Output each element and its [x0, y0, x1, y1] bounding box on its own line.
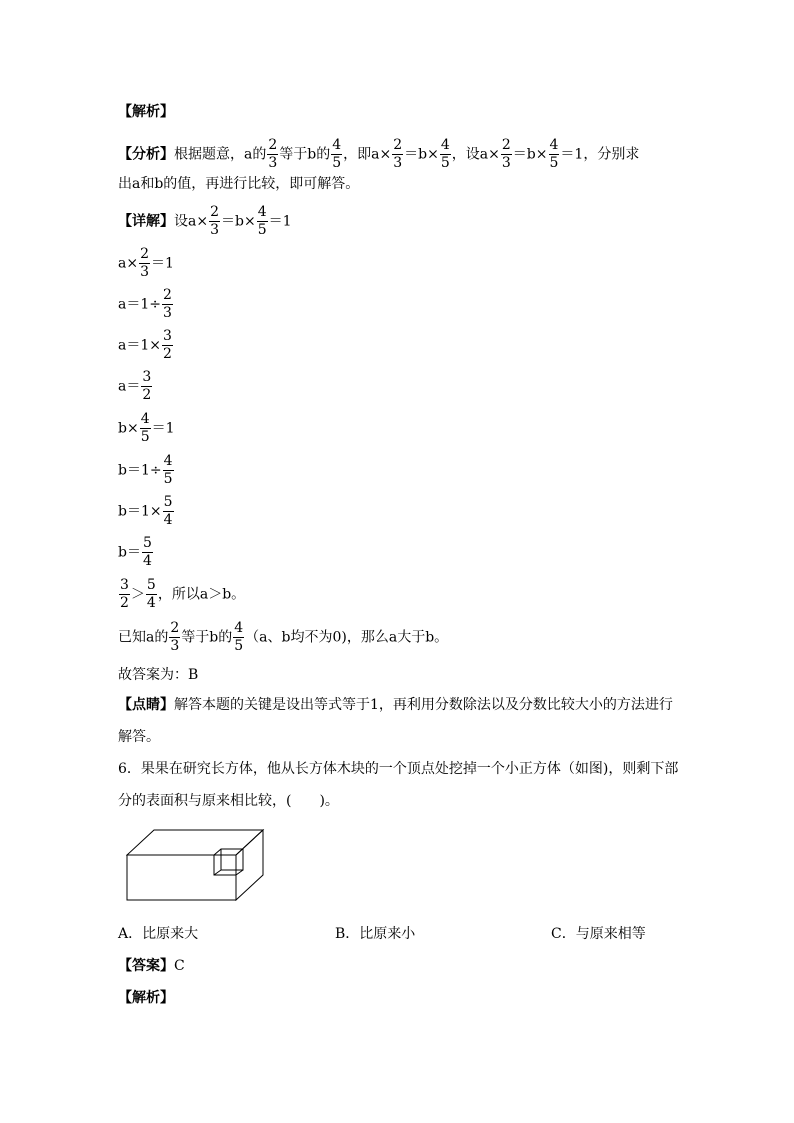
analysis-line-2: 出a和b的值，再进行比较，即可解答。 [118, 176, 360, 192]
text: ，即a× [343, 146, 392, 163]
fraction: $\frac{4}{5}$ [332, 137, 342, 171]
detail-line [118, 204, 292, 239]
text: 设a× [174, 213, 209, 230]
text: ＝b× [512, 146, 548, 163]
fraction: $\frac{2}{3}$ [393, 137, 403, 171]
key-point-line-2: 解答。 [118, 729, 160, 745]
fraction: $\frac{2}{3}$ [162, 287, 172, 321]
text: ，设a× [451, 146, 500, 163]
text: 根据题意，a的 [174, 146, 267, 163]
fraction: $\frac{4}{5}$ [234, 620, 244, 654]
text: ＝b× [404, 146, 439, 163]
answer-value: C [174, 958, 185, 974]
answer-label: 【答案】 [118, 958, 174, 974]
fraction: $\frac{5}{4}$ [142, 535, 152, 569]
fraction: $\frac{2}{3}$ [140, 246, 149, 280]
fraction: $\frac{5}{4}$ [163, 494, 173, 528]
compare-line: $\frac{3}{2}$ ＞ $\frac{5}{4}$ ，所以a＞b。 [120, 577, 246, 611]
notch-edge [214, 870, 221, 875]
option-c: C．与原来相等 [551, 926, 646, 942]
section-heading-jiexi-2: 【解析】 [118, 990, 174, 1006]
fraction: $\frac{2}{3}$ [501, 137, 511, 171]
answer-line: 故答案为：B [118, 667, 199, 683]
step-line: a＝1÷ $\frac{2}{3}$ [118, 287, 172, 321]
cuboid-front-face [127, 855, 236, 900]
analysis-line-1 [118, 137, 639, 172]
step-line: b＝1× $\frac{5}{4}$ [118, 494, 173, 528]
notch-outline [214, 855, 236, 875]
key-point-label: 【点睛】 [118, 697, 174, 713]
step-line: b＝1÷ $\frac{4}{5}$ [118, 453, 173, 487]
fraction: $\frac{3}{2}$ [120, 577, 129, 611]
fraction: $\frac{4}{5}$ [257, 204, 267, 238]
option-b: B．比原来小 [335, 926, 416, 942]
notch-edge [236, 870, 243, 875]
fraction: $\frac{5}{4}$ [146, 577, 156, 611]
step-line: a＝ $\frac{3}{2}$ [118, 369, 152, 403]
text: ＝1，分别求 [560, 146, 640, 163]
known-line: 已知a的 $\frac{2}{3}$ 等于b的 $\frac{4}{5}$ （a、b均不为0)，那么a大于b。 [118, 620, 449, 654]
fraction: $\frac{4}{5}$ [140, 411, 150, 445]
section-heading-jiexi: 【解析】 [118, 104, 174, 120]
fraction: $\frac{2}{3}$ [268, 137, 278, 171]
detail-label: 【详解】 [118, 213, 174, 230]
fraction: $\frac{4}{5}$ [549, 137, 559, 171]
fraction: $\frac{4}{5}$ [163, 453, 173, 487]
step-line: a× $\frac{2}{3}$ ＝1 [118, 246, 174, 280]
option-a: A．比原来大 [118, 926, 199, 942]
step-line: b× $\frac{4}{5}$ ＝1 [118, 411, 175, 445]
fraction: $\frac{2}{3}$ [170, 620, 180, 654]
analysis-label: 【分析】 [118, 146, 174, 163]
key-point-line-1: 【点睛】解答本题的关键是设出等式等于1，再利用分数除法以及分数比较大小的方法进行 [118, 697, 673, 713]
question-6-line-2: 分的表面积与原来相比较，( )。 [118, 793, 339, 809]
fraction: $\frac{4}{5}$ [440, 137, 450, 171]
cuboid-figure [126, 829, 266, 901]
text: 等于b的 [279, 146, 331, 163]
fraction: $\frac{3}{2}$ [162, 328, 172, 362]
question-6-line-1: 6．果果在研究长方体，他从长方体木块的一个顶点处挖掉一个小正方体（如图)，则剩下部 [118, 761, 679, 777]
cuboid-side-face [236, 830, 263, 900]
step-line: a＝1× $\frac{3}{2}$ [118, 328, 172, 362]
text: ＝b× [221, 213, 256, 230]
step-line: b＝ $\frac{5}{4}$ [118, 535, 152, 569]
text: ＝1 [268, 213, 292, 230]
answer-label-line [118, 956, 185, 976]
fraction: $\frac{2}{3}$ [210, 204, 219, 238]
fraction: $\frac{3}{2}$ [142, 369, 152, 403]
